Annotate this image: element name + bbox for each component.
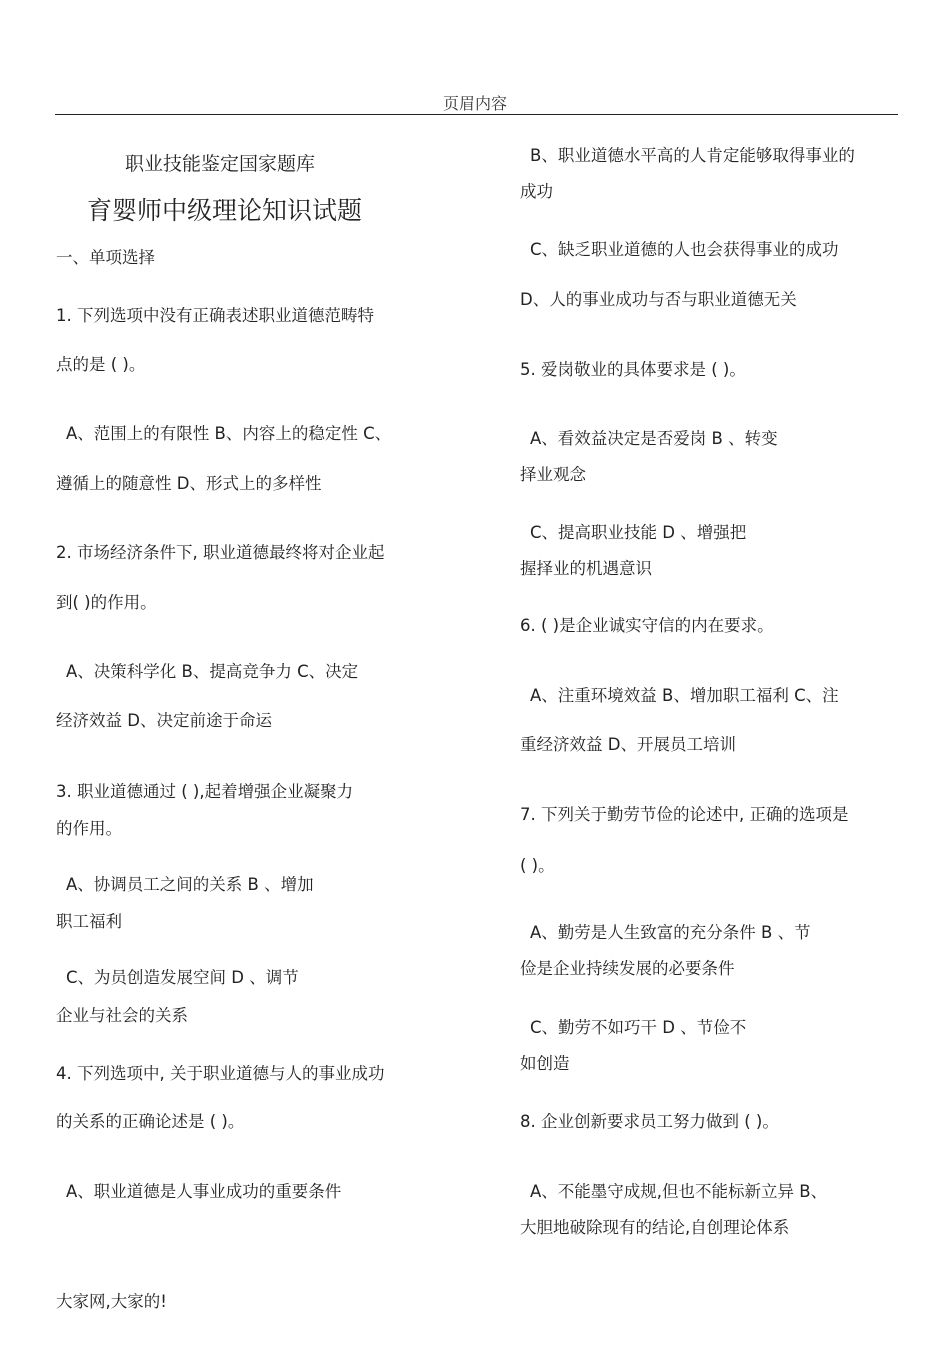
question-5-options-line-1: A、看效益决定是否爱岗 B 、转变 <box>530 429 778 448</box>
question-7-options-line-1: A、勤劳是人生致富的充分条件 B 、节 <box>530 923 811 942</box>
question-2-options-line-1: A、决策科学化 B、提高竞争力 C、决定 <box>66 662 359 681</box>
question-4-option-b-line-1: B、职业道德水平高的人肯定能够取得事业的 <box>530 146 855 165</box>
question-8-line-1: 8. 企业创新要求员工努力做到 ( )。 <box>520 1112 779 1131</box>
question-5-options-line-2: 择业观念 <box>520 465 586 484</box>
question-2-line-1: 2. 市场经济条件下, 职业道德最终将对企业起 <box>56 543 385 562</box>
question-6-options-line-1: A、注重环境效益 B、增加职工福利 C、注 <box>530 686 839 705</box>
question-3-options-line-4: 企业与社会的关系 <box>56 1006 188 1025</box>
header-divider <box>55 114 898 115</box>
question-2-line-2: 到( )的作用。 <box>56 593 157 612</box>
question-6-line-1: 6. ( )是企业诚实守信的内在要求。 <box>520 616 774 635</box>
question-4-line-1: 4. 下列选项中, 关于职业道德与人的事业成功 <box>56 1064 385 1083</box>
question-3-line-2: 的作用。 <box>56 819 122 838</box>
question-1-line-1: 1. 下列选项中没有正确表述职业道德范畴特 <box>56 306 374 325</box>
question-7-options-line-4: 如创造 <box>520 1054 570 1073</box>
question-4-option-d: D、人的事业成功与否与职业道德无关 <box>520 290 797 309</box>
exam-bank-title: 职业技能鉴定国家题库 <box>125 153 316 175</box>
question-4-option-c: C、缺乏职业道德的人也会获得事业的成功 <box>530 240 839 259</box>
question-8-options-line-1: A、不能墨守成规,但也不能标新立异 B、 <box>530 1182 828 1201</box>
question-3-options-line-1: A、协调员工之间的关系 B 、增加 <box>66 875 314 894</box>
question-3-line-1: 3. 职业道德通过 ( ),起着增强企业凝聚力 <box>56 782 354 801</box>
question-4-option-a: A、职业道德是人事业成功的重要条件 <box>66 1182 342 1201</box>
question-4-option-b-line-2: 成功 <box>520 182 553 201</box>
question-1-line-2: 点的是 ( )。 <box>56 355 146 374</box>
page-footer: 大家网,大家的! <box>56 1292 167 1311</box>
question-3-options-line-3: C、为员创造发展空间 D 、调节 <box>66 968 299 987</box>
page-header: 页眉内容 <box>442 94 507 113</box>
question-8-options-line-2: 大胆地破除现有的结论,自创理论体系 <box>520 1218 790 1237</box>
question-3-options-line-2: 职工福利 <box>56 912 122 931</box>
question-7-line-2: ( )。 <box>520 856 555 875</box>
question-1-options-line-1: A、范围上的有限性 B、内容上的稳定性 C、 <box>66 424 392 443</box>
question-7-line-1: 7. 下列关于勤劳节俭的论述中, 正确的选项是 <box>520 805 849 824</box>
question-5-options-line-3: C、提高职业技能 D 、增强把 <box>530 523 747 542</box>
question-7-options-line-3: C、勤劳不如巧干 D 、节俭不 <box>530 1018 747 1037</box>
question-2-options-line-2: 经济效益 D、决定前途于命运 <box>56 711 272 730</box>
exam-title: 育婴师中级理论知识试题 <box>87 196 363 225</box>
question-1-options-line-2: 遵循上的随意性 D、形式上的多样性 <box>56 474 322 493</box>
question-7-options-line-2: 俭是企业持续发展的必要条件 <box>520 959 735 978</box>
question-5-line-1: 5. 爱岗敬业的具体要求是 ( )。 <box>520 360 746 379</box>
question-5-options-line-4: 握择业的机遇意识 <box>520 559 652 578</box>
question-6-options-line-2: 重经济效益 D、开展员工培训 <box>520 735 736 754</box>
question-4-line-2: 的关系的正确论述是 ( )。 <box>56 1112 245 1131</box>
section-heading: 一、单项选择 <box>56 248 155 267</box>
